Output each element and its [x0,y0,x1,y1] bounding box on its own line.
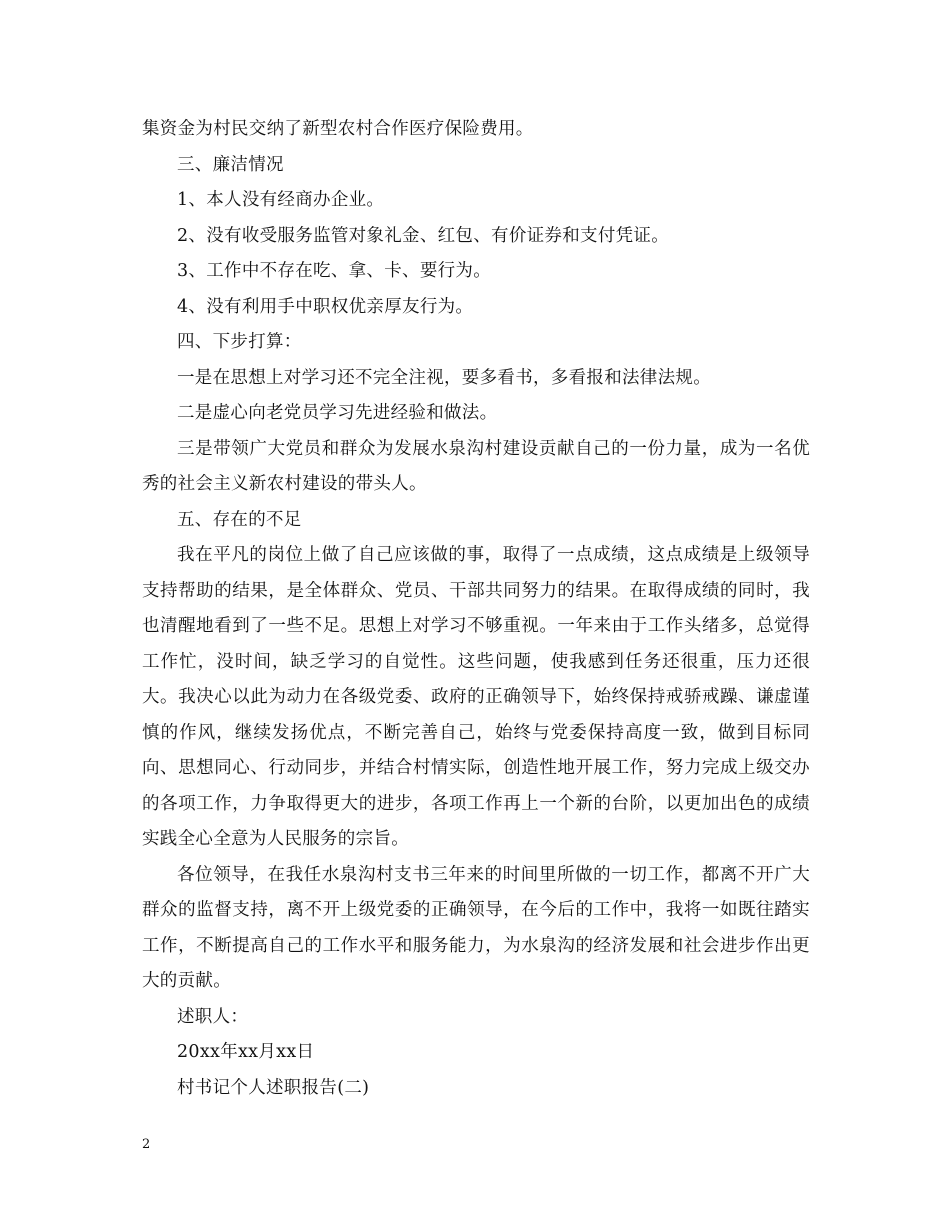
body-paragraph: 二是虚心向老党员学习先进经验和做法。 [177,403,498,423]
body-paragraph: 一是在思想上对学习还不完全注视，要多看书，多看报和法律法规。 [177,367,711,388]
section-heading-next-steps: 四、下步打算： [177,332,302,352]
section-heading-shortcomings: 五、存在的不足 [177,509,302,530]
body-paragraph: 集资金为村民交纳了新型农村合作医疗保险费用。 [142,119,534,139]
list-item: 4、没有利用手中职权优亲厚友行为。 [177,296,474,317]
section-heading-integrity: 三、廉洁情况 [177,154,284,175]
signature-label: 述职人： [177,1006,249,1027]
next-report-title: 村书记个人述职报告(二) [177,1077,370,1098]
body-paragraph: 各位领导，在我任水泉沟村支书三年来的时间里所做的一切工作，都离不开广大群众的监督支持，离不开上级党委的正确领导，在今后的工作中，我将一如既往踏实工作，不断提高自己的工作水平和服务能力，为水泉沟的经济发展和社会进步作出更大的贡献。 [142,864,810,991]
list-item: 3、工作中不存在吃、拿、卡、要行为。 [177,261,492,281]
body-paragraph: 我在平凡的岗位上做了自己应该做的事，取得了一点成绩，这点成绩是上级领导支持帮助的结果，是全体群众、党员、干部共同努力的结果。在取得成绩的同时，我也清醒地看到了一些不足。思想上对学习不够重视。一年来由于工作头绪多，总觉得工作忙，没时间，缺乏学习的自觉性。这些问题，使我感到任务还很重，压力还很大。我决心以此为动力在各级党委、政府的正确领导下，始终保持戒骄戒躁、谦虚谨慎的作风，继续发扬优点，不断完善自己，始终与党委保持高度一致，做到目标同向、思想同心、行动同步，并结合村情实际，创造性地开展工作，努力完成上级交办的各项工作，力争取得更大的进步，各项工作再上一个新的台阶，以更加出色的成绩实践全心全意为人民服务的宗旨。 [142,545,810,849]
date-line: 20xx年xx月xx日 [177,1042,315,1062]
list-item: 1、本人没有经商办企业。 [177,190,385,210]
body-paragraph: 三是带领广大党员和群众为发展水泉沟村建设贡献自己的一份力量，成为一名优秀的社会主义新农村建设的带头人。 [142,438,810,494]
document-body [142,112,810,1106]
list-item: 2、没有收受服务监管对象礼金、红包、有价证券和支付凭证。 [177,225,670,246]
page-number: 2 [142,1137,151,1152]
